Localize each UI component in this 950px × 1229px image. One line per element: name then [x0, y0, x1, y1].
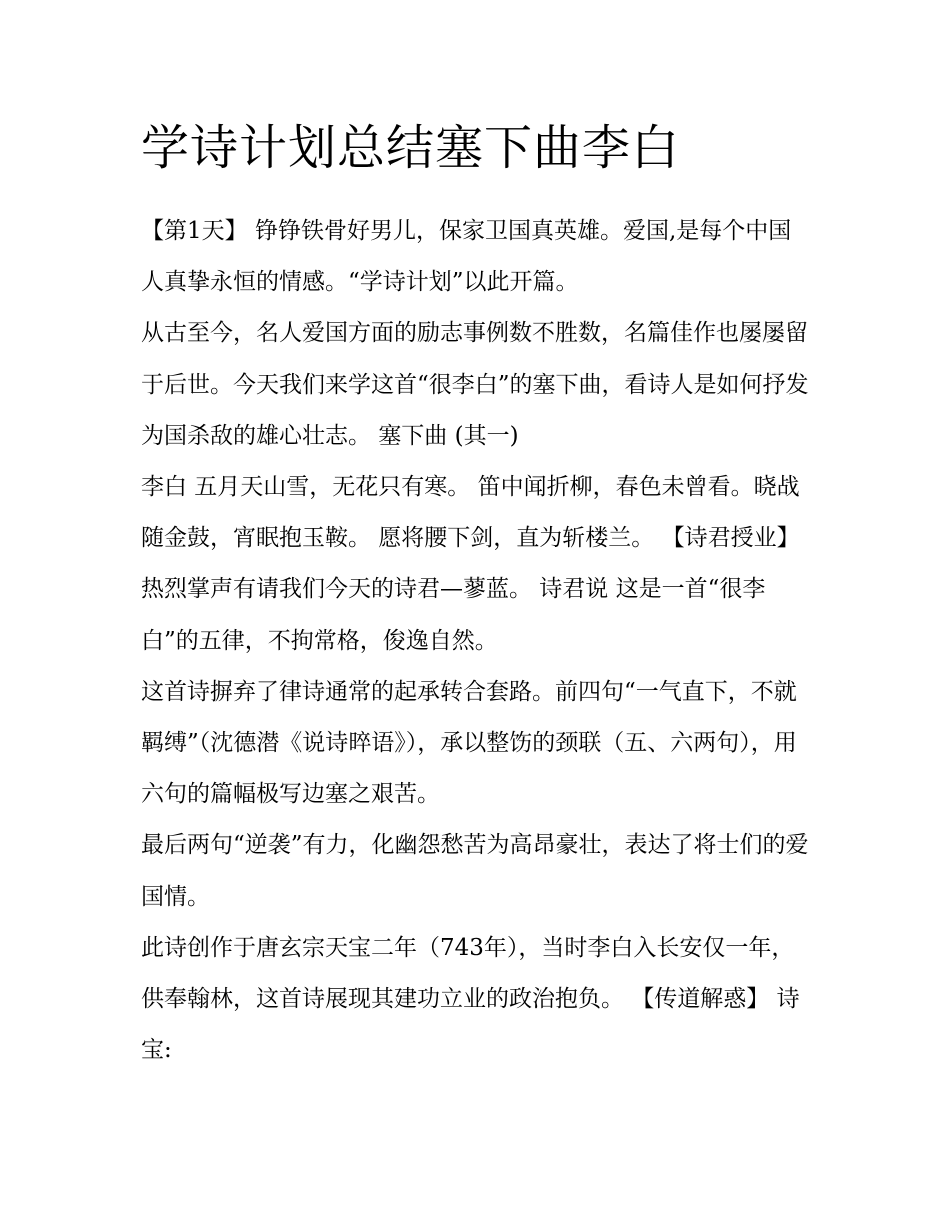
document-body — [141, 206, 813, 1076]
paragraph-structure-analysis: 这首诗摒弃了律诗通常的起承转合套路。前四句“一气直下，不就羁缚”（沈德潜《说诗晬语》），承以整饬的颈联（五、六两句），用六句的篇幅极写边塞之艰苦。 — [141, 678, 797, 808]
paragraph-day-1-intro: 【第1天】 铮铮铁骨好男儿，保家卫国真英雄。爱国,是每个中国人真挚永恒的情感。“学诗计划”以此开篇。 — [141, 218, 792, 296]
paragraph-poet-teacher: 热烈掌声有请我们今天的诗君—蓼蓝。 诗君说 这是一首“很李白”的五律，不拘常格，俊逸自然。 — [141, 576, 766, 654]
paragraph-poem-text: 李白 五月天山雪，无花只有寒。 笛中闻折柳，春色未曾看。晓战随金鼓，宵眠抱玉鞍。 愿将腰下剑，直为斩楼兰。 【诗君授业】 — [141, 474, 800, 552]
document-content — [141, 112, 813, 1076]
paragraph-ending-analysis: 最后两句“逆袭”有力，化幽怨愁苦为高昂豪壮，表达了将士们的爱国情。 — [141, 832, 809, 910]
paragraph-patriotic-history: 从古至今，名人爱国方面的励志事例数不胜数，名篇佳作也屡屡留于后世。今天我们来学这首“很李白”的塞下曲，看诗人是如何抒发为国杀敌的雄心壮志。 塞下曲 (其一) — [141, 320, 809, 449]
paragraph-background: 此诗创作于唐玄宗天宝二年（743年），当时李白入长安仅一年，供奉翰林，这首诗展现其建功立业的政治抱负。 【传道解惑】 诗宝: — [141, 934, 800, 1064]
document-title: 学诗计划总结塞下曲李白 — [141, 120, 681, 176]
